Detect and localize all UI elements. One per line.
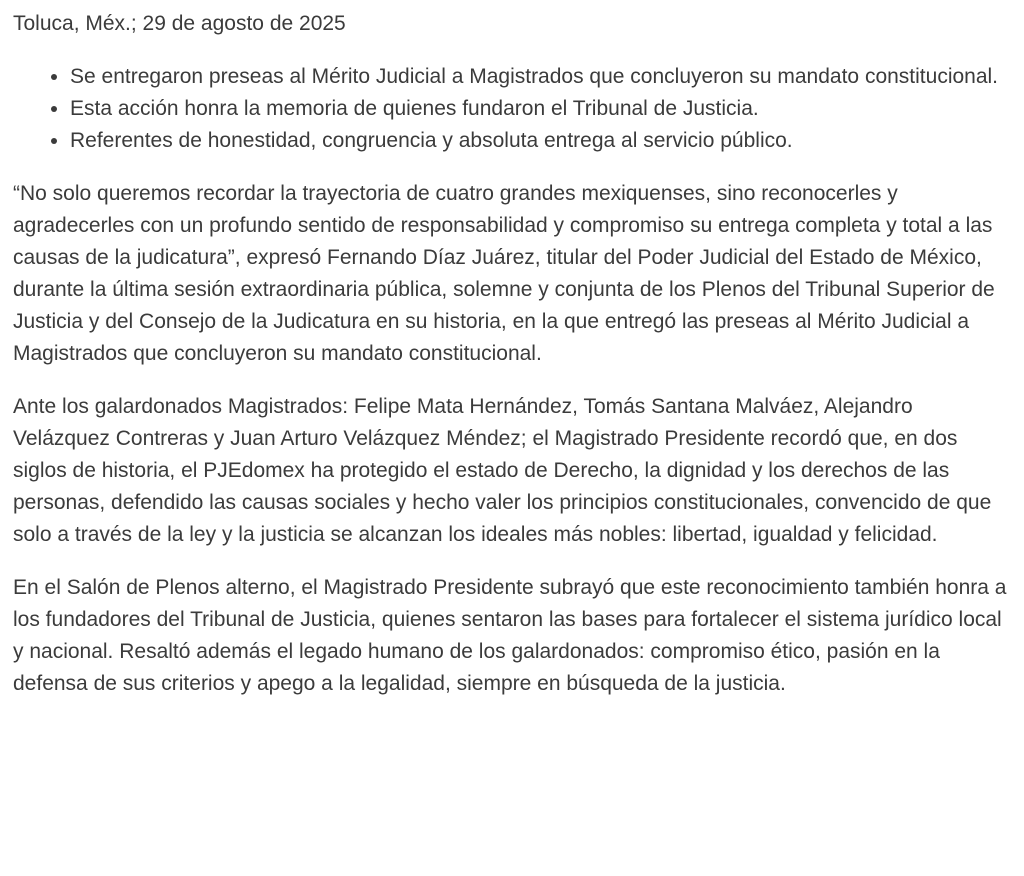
highlight-item: • Esta acción honra la memoria de quienes fundaron el Tribunal de Justicia. [70,93,1010,125]
highlight-item: • Se entregaron preseas al Mérito Judicial a Magistrados que concluyeron su mandato constitucional. [70,61,1010,93]
dateline: Toluca, Méx.; 29 de agosto de 2025 [13,12,346,35]
highlight-item: • Referentes de honestidad, congruencia y absoluta entrega al servicio público. [70,125,1010,157]
awardees-paragraph: Ante los galardonados Magistrados: Felipe Mata Hernández, Tomás Santana Malváez, Alejandro Velázquez Contreras y Juan Arturo Velázquez Méndez; el Magistrado Presidente recordó que, en dos siglos de historia, el PJEdomex ha protegido el estado de Derecho, la dignidad y los derechos de las personas, defendido las causas sociales y hecho valer los principios constitucionales, convencido de que solo a través de la ley y la justicia se alcanzan los ideales más nobles: libertad, igualdad y felicidad. [13,395,992,546]
closing-paragraph: En el Salón de Plenos alterno, el Magistrado Presidente subrayó que este reconocimiento también honra a los fundadores del Tribunal de Justicia, quienes sentaron las bases para fortalecer el sistema jurídico local y nacional. Resaltó además el legado humano de los galardonados: compromiso ético, pasión en la defensa de sus criterios y apego a la legalidad, siempre en búsqueda de la justicia. [13,576,1007,695]
highlights-list [13,61,1010,157]
quote-paragraph: “No solo queremos recordar la trayectoria de cuatro grandes mexiquenses, sino reconocerles y agradecerles con un profundo sentido de responsabilidad y compromiso su entrega completa y total a las causas de la judicatura”, expresó Fernando Díaz Juárez, titular del Poder Judicial del Estado de México, durante la última sesión extraordinaria pública, solemne y conjunta de los Plenos del Tribunal Superior de Justicia y del Consejo de la Judicatura en su historia, en la que entregó las preseas al Mérito Judicial a Magistrados que concluyeron su mandato constitucional. [13,182,995,365]
